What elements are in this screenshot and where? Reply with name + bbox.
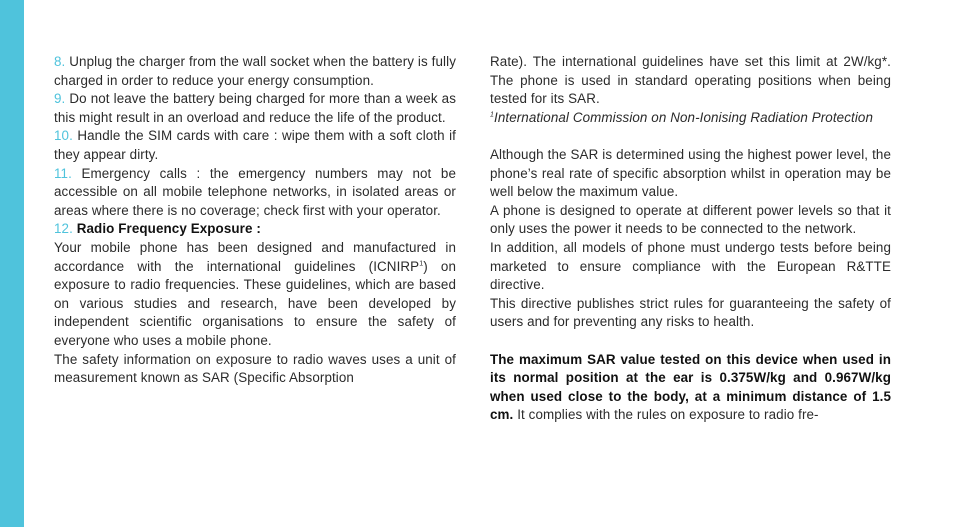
item-11 bbox=[54, 165, 456, 221]
power-levels-paragraph: A phone is designed to operate at different power levels so that it only uses the power it needs to be connected to the network. bbox=[490, 202, 891, 237]
max-sar-continuation: It complies with the rules on exposure to radio fre- bbox=[513, 407, 819, 423]
item-10 bbox=[54, 127, 456, 164]
item-12-number: 12. bbox=[54, 221, 73, 237]
spacer bbox=[490, 127, 891, 146]
compliance-paragraph: In addition, all models of phone must undergo tests before being marketed to ensure compliance with the European R&TTE directive. bbox=[490, 239, 891, 293]
item-11-text: Emergency calls : the emergency numbers may not be accessible on all mobile telephone networks, in isolated areas or areas where there is no coverage; check first with your operator. bbox=[54, 165, 456, 218]
max-sar-statement: The maximum SAR value tested on this device when used in its normal position at the ear is 0.375W/kg and 0.967W/kg when used close to the body, at a minimum distance of 1.5 cm. bbox=[490, 351, 891, 423]
item-9 bbox=[54, 90, 456, 127]
max-sar-paragraph bbox=[490, 351, 891, 425]
footnote-marker: 1 bbox=[490, 111, 494, 119]
item-10-number: 10. bbox=[54, 128, 73, 144]
directive-paragraph: This directive publishes strict rules for guaranteeing the safety of users and for preventing any risks to health. bbox=[490, 295, 891, 330]
item-10-text: Handle the SIM cards with care : wipe them with a soft cloth if they appear dirty. bbox=[54, 128, 456, 162]
icnirp-footnote-ref: 1 bbox=[419, 260, 424, 268]
item-12-heading: Radio Frequency Exposure : bbox=[72, 221, 261, 237]
item-12 bbox=[54, 220, 456, 239]
spacer bbox=[490, 332, 891, 351]
footnote-text: International Commission on Non-Ionising Radiation Protection bbox=[494, 109, 874, 125]
rf-paragraph-part-a: Your mobile phone has been designed and manufactured in accordance with the international guidelines (ICNIRP bbox=[54, 239, 456, 274]
item-11-number: 11. bbox=[54, 165, 72, 181]
item-8 bbox=[54, 53, 456, 90]
sar-real-rate-paragraph: Although the SAR is determined using the highest power level, the phone’s real rate of specific absorption whilst in operation may be well below the maximum value. bbox=[490, 146, 891, 200]
left-column bbox=[54, 53, 456, 388]
right-column bbox=[490, 53, 891, 425]
side-accent-bar bbox=[0, 0, 24, 527]
footnote bbox=[490, 109, 891, 128]
item-9-text: Do not leave the battery being charged for more than a week as this might result in an overload and reduce the life of the product. bbox=[54, 91, 456, 125]
sar-limit-paragraph: Rate). The international guidelines have set this limit at 2W/kg*. The phone is used in standard operating positions when being tested for its SAR. bbox=[490, 54, 891, 107]
rf-exposure-paragraph bbox=[54, 239, 456, 351]
item-8-text: Unplug the charger from the wall socket when the battery is fully charged in order to reduce your energy consumption. bbox=[54, 54, 456, 88]
item-9-number: 9. bbox=[54, 91, 66, 107]
rf-paragraph-part-b: ) on exposure to radio frequencies. These guidelines, which are based on various studies and research, have been developed by independent scientific organisations to ensure the safety of everyone who uses a mobile phone. bbox=[54, 258, 456, 348]
item-8-number: 8. bbox=[54, 54, 66, 69]
sar-intro-paragraph: The safety information on exposure to radio waves uses a unit of measurement known as SAR (Specific Absorption bbox=[54, 351, 456, 386]
